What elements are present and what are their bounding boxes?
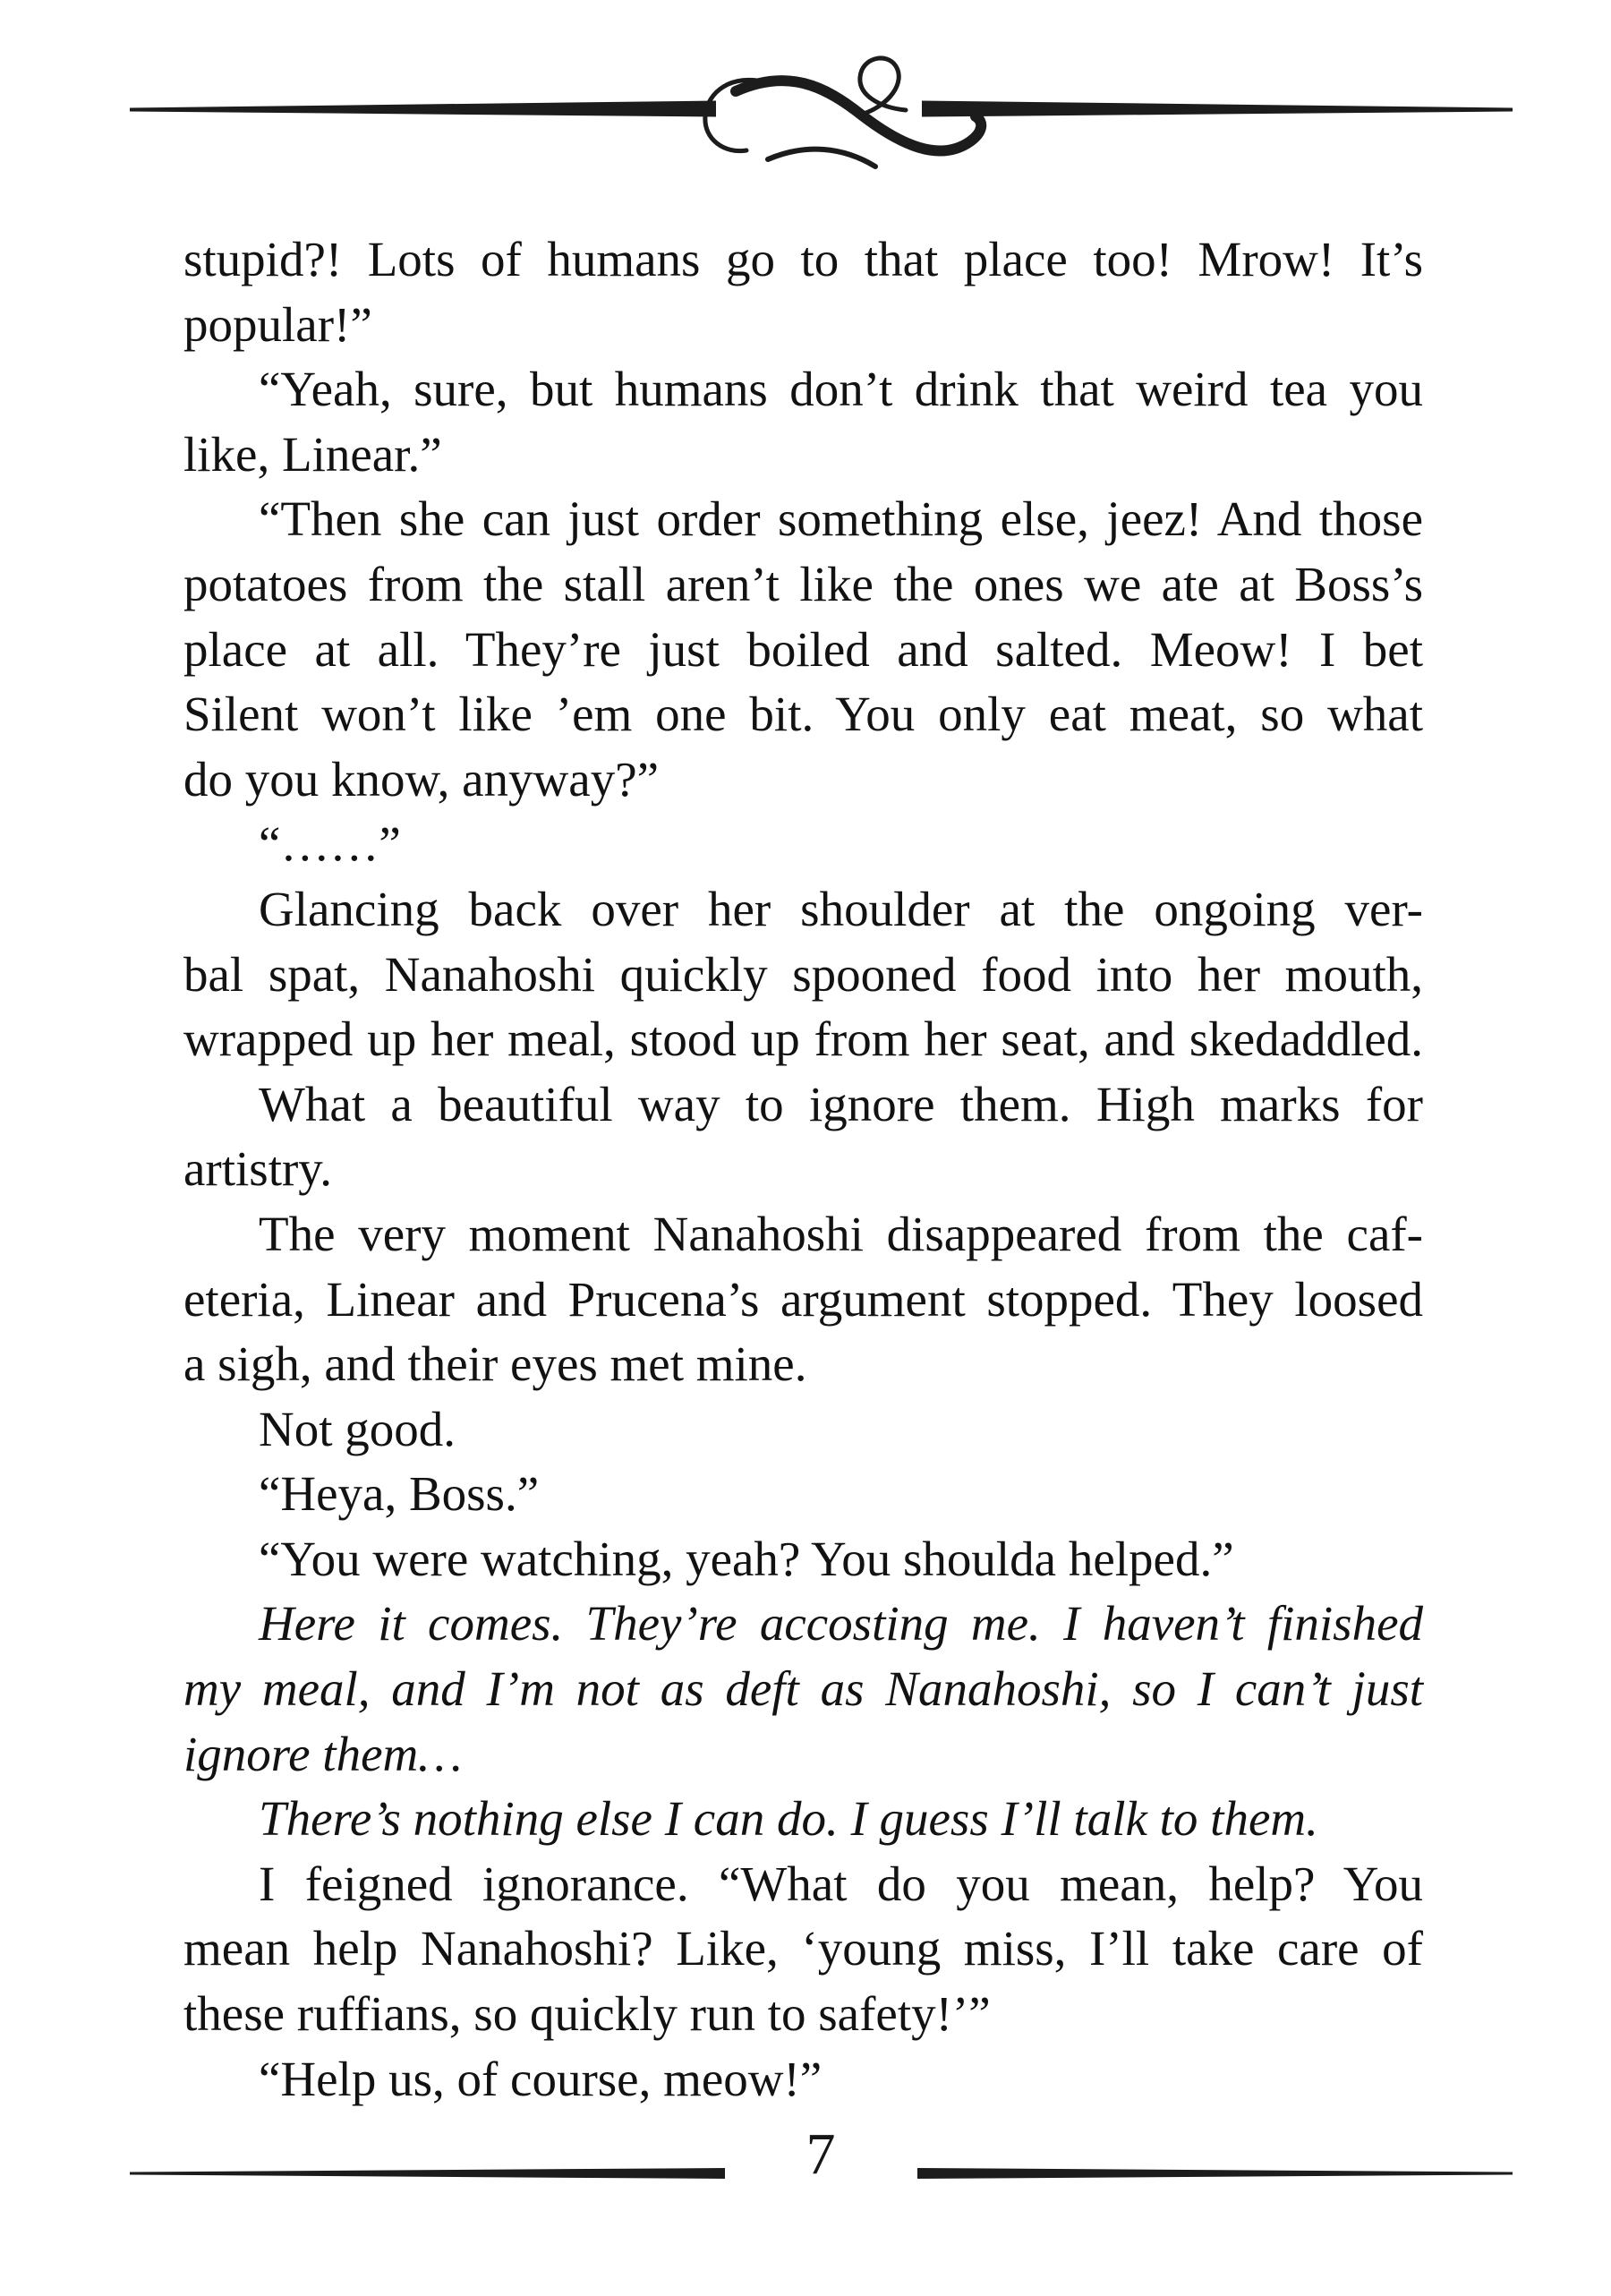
footer-rule-right (917, 2168, 1513, 2179)
text-line: potatoes from the stall aren’t like the ones we ate at Boss’s (183, 556, 1423, 611)
text-line: Not good. (259, 1401, 456, 1456)
header-divider-ornament (0, 0, 1611, 224)
text-line: do you know, anyway?” (183, 751, 660, 807)
text-line: ignore them… (183, 1726, 463, 1781)
text-line: mean help Nanahoshi? Like, ‘young miss, I’ll take care of (183, 1921, 1423, 1976)
header-rule-left (130, 101, 716, 117)
text-line: stupid?! Lots of humans go to that place too! Mrow! It’s (183, 232, 1423, 286)
page-text-block (183, 227, 1423, 2112)
text-line: I feigned ignorance. “What do you mean, help? You (259, 1856, 1423, 1911)
text-line: artistry. (183, 1141, 332, 1197)
text-line: What a beautiful way to ignore them. High marks for (259, 1076, 1423, 1131)
text-line: eteria, Linear and Prucena’s argument stopped. They loosed (183, 1271, 1423, 1327)
text-line: “……” (259, 816, 401, 872)
text-line: “Then she can just order something else, jeez! And those (259, 491, 1423, 547)
text-line: like, Linear.” (183, 426, 442, 482)
text-line: Silent won’t like ’em one bit. You only eat meat, so what (183, 687, 1423, 742)
text-line: these ruffians, so quickly run to safety!’” (183, 1986, 991, 2042)
text-line: “Help us, of course, meow!” (259, 2051, 823, 2106)
text-line: my meal, and I’m not as deft as Nanahoshi, so I can’t just (183, 1661, 1423, 1717)
text-line: “You were watching, yeah? You shoulda helped.” (259, 1531, 1234, 1586)
text-line: “Yeah, sure, but humans don’t drink that weird tea you (259, 362, 1423, 417)
text-line: popular!” (183, 296, 372, 352)
text-line: bal spat, Nanahoshi quickly spooned food into her mouth, (183, 946, 1423, 1002)
text-line: Glancing back over her shoulder at the ongoing ver- (259, 881, 1423, 936)
text-line: “Heya, Boss.” (259, 1466, 540, 1522)
header-rule-right (922, 101, 1513, 117)
page-number: 7 (806, 2121, 836, 2187)
footer-rule-left (130, 2168, 725, 2179)
text-line: Here it comes. They’re accosting me. I haven’t finished (259, 1596, 1423, 1652)
text-line: There’s nothing else I can do. I guess I’ll talk to them. (259, 1791, 1318, 1847)
text-line: The very moment Nanahoshi disappeared from the caf- (259, 1206, 1423, 1261)
text-line: a sigh, and their eyes met mine. (183, 1336, 807, 1392)
text-line: wrapped up her meal, stood up from her seat, and skedaddled. (183, 1011, 1423, 1067)
text-line: place at all. They’re just boiled and salted. Meow! I bet (183, 621, 1423, 677)
